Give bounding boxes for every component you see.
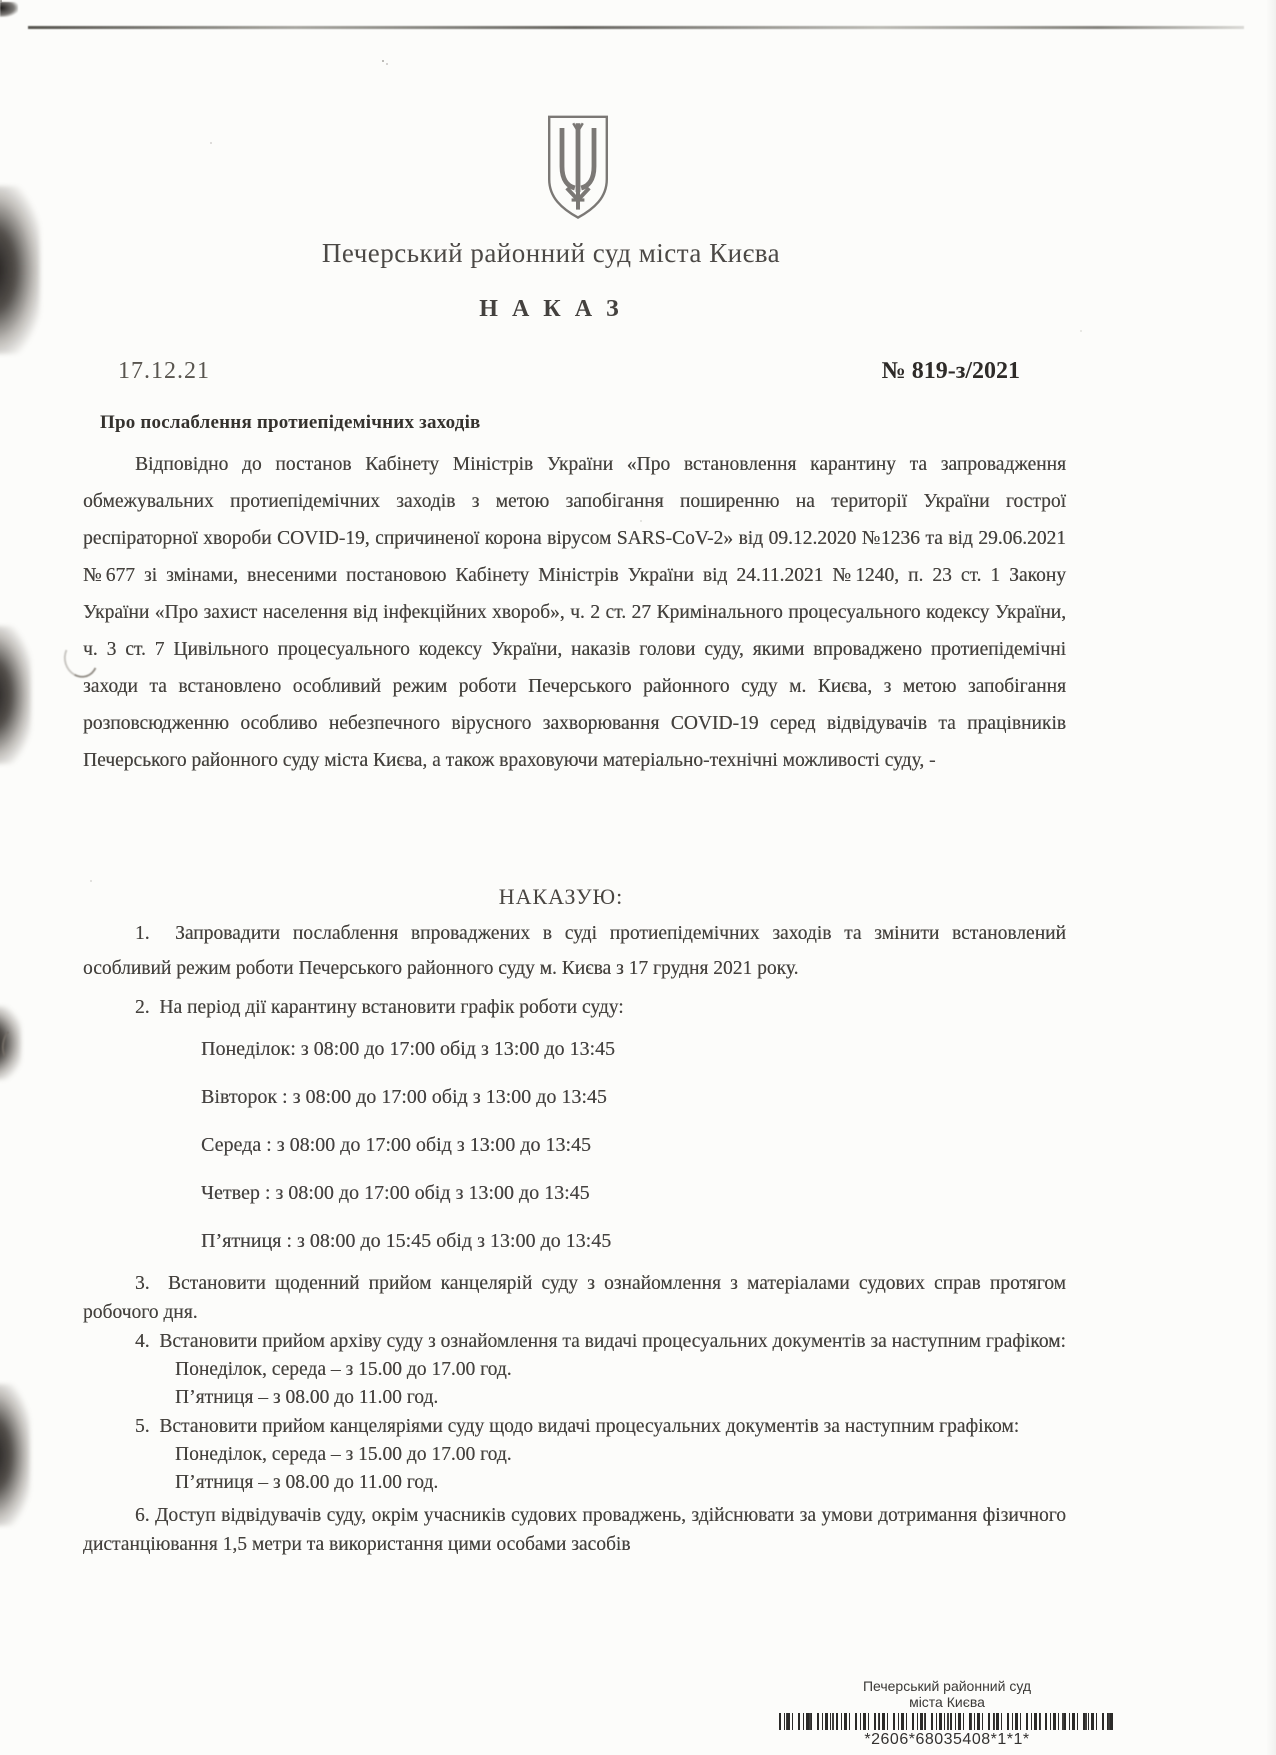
order-item-6: 6. Доступ відвідувачів суду, окрім учасників судових проваджень, здійснювати за умови дотримання фізичного дистанціювання 1,5 метри та використання цими особами засобів	[83, 1505, 1066, 1555]
scan-edge-shadow	[1266, 0, 1276, 1755]
scan-smudge	[0, 186, 40, 354]
schedule-line: Понеділок, середа – з 15.00 до 17.00 год.	[175, 1444, 512, 1465]
document-type-title: Н А К А З	[479, 296, 623, 322]
schedule-line: Понеділок: з 08:00 до 17:00 обід з 13:00 до 13:45	[201, 1038, 616, 1060]
preamble-paragraph: Відповідно до постанов Кабінету Міністрів України «Про встановлення карантину та запровадження обмежувальних протиепідемічних заходів з метою запобігання поширенню на території України гострої респіраторної хвороби COVID-19, спричиненої корона вірусом SARS-CoV-2» від 09.12.2020 №1236 та від 29.06.2021 №677 зі змінами, внесеними постановою Кабінету Міністрів України від 24.11.2021 №1240, п. 23 ст. 1 Закону України «Про захист населення від інфекційних хвороб», ч. 2 ст. 27 Кримінального процесуального кодексу України, ч. 3 ст. 7 Цивільного процесуального кодексу України, наказів голови суду, якими впроваджено протиепідемічні заходи та встановлено особливий режим роботи Печерського районного суду м. Києва, з метою запобігання розповсюдженню особливо небезпечного вірусного захворювання COVID-19 серед відвідувачів та працівників Печерського районного суду міста Києва, а також враховуючи матеріально-технічні можливості суду, -	[83, 454, 1066, 771]
schedule-line: Понеділок, середа – з 15.00 до 17.00 год.	[175, 1359, 512, 1380]
order-item-1: 1. Запровадити послаблення впроваджених в суді протиепідемічних заходів та змінити встановлений особливий режим роботи Печерського районного суду м. Києва з 17 грудня 2021 року.	[83, 923, 1066, 979]
order-item-3: 3. Встановити щоденний прийом канцелярій суду з ознайомлення з матеріалами судових справ протягом робочого дня.	[83, 1273, 1066, 1323]
schedule-line: Вівторок : з 08:00 до 17:00 обід з 13:00 до 13:45	[201, 1086, 607, 1108]
order-item-5: 5. Встановити прийом канцеляріями суду щодо видачі процесуальних документів за наступним графіком:	[135, 1416, 1020, 1437]
document-meta-row	[118, 358, 1020, 385]
document-subject: Про послаблення протиепідемічних заходів	[100, 412, 481, 433]
schedule-line: П’ятниця : з 08:00 до 15:45 обід з 13:00 до 13:45	[201, 1230, 612, 1252]
coat-of-arms-icon	[538, 112, 618, 224]
stamp-court-line2: міста Києва	[909, 1694, 985, 1710]
registration-stamp	[779, 1678, 1115, 1749]
scan-smudge	[0, 1384, 30, 1526]
schedule-line: Середа : з 08:00 до 17:00 обід з 13:00 до 13:45	[201, 1134, 591, 1156]
barcode	[779, 1713, 1115, 1730]
scan-smudge	[0, 626, 31, 764]
schedule-line: Четвер : з 08:00 до 17:00 обід з 13:00 до 13:45	[201, 1182, 590, 1204]
document-date: 17.12.21	[118, 358, 210, 384]
barcode-text: *2606*68035408*1*1*	[864, 1731, 1030, 1748]
scan-edge-line	[28, 26, 1244, 29]
order-item-2: 2. На період дії карантину встановити графік роботи суду:	[135, 997, 624, 1018]
schedule-line: П’ятниця – з 08.00 до 11.00 год.	[175, 1387, 439, 1408]
schedule-line: П’ятниця – з 08.00 до 11.00 год.	[175, 1472, 439, 1493]
order-item-4: 4. Встановити прийом архіву суду з ознайомлення та видачі процесуальних документів за наступним графіком:	[135, 1331, 1066, 1352]
court-name: Печерський районний суд міста Києва	[321, 238, 781, 268]
scan-specks	[0, 0, 2, 2]
stamp-court-line1: Печерський районний суд	[862, 1678, 1032, 1694]
orders-list	[83, 916, 1066, 1559]
document-number: № 819-з/2021	[881, 358, 1020, 384]
resolution-heading: НАКАЗУЮ:	[498, 884, 624, 909]
work-schedule-list	[201, 1039, 1066, 1251]
scan-corner-mark	[0, 2, 18, 17]
archive-schedule-list	[175, 1356, 1066, 1412]
registry-schedule-list	[175, 1441, 1066, 1497]
